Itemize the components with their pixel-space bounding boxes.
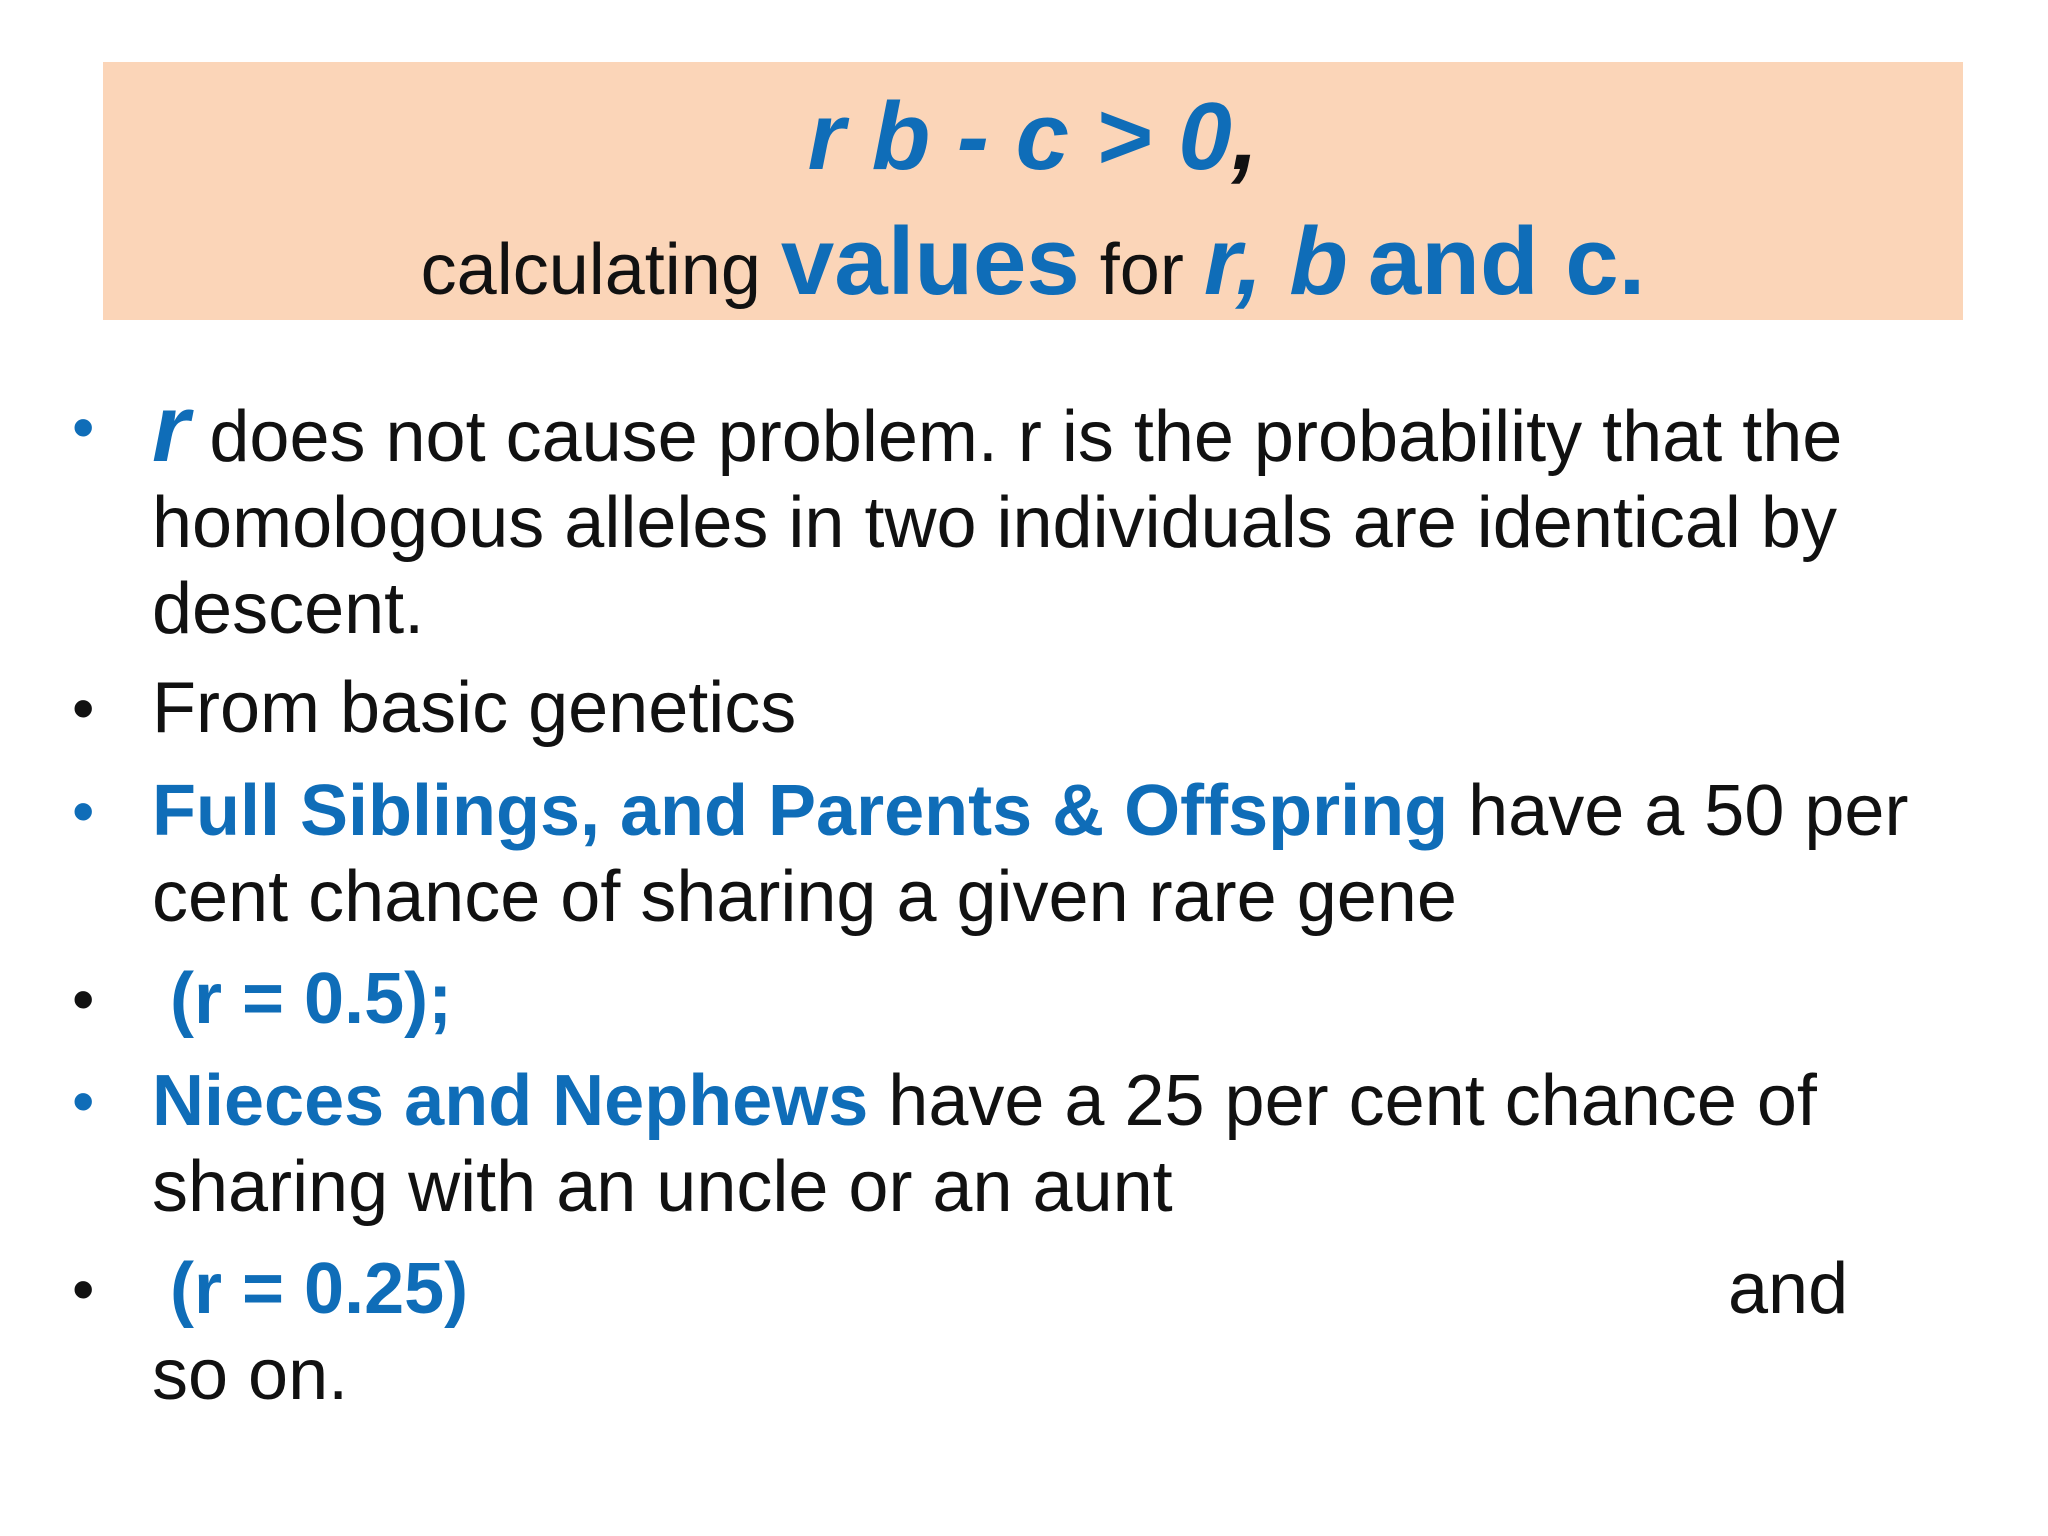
bullet-marker: •	[72, 775, 95, 847]
bullet-marker: •	[72, 391, 95, 463]
bullet-item-basic-genetics	[152, 665, 1932, 751]
bullet-text: does not cause problem. r is the probability that the homologous alleles in two individuals are identical by descent.	[152, 397, 1843, 649]
bullet-marker: •	[72, 963, 95, 1035]
bullet-item-r-quarter	[170, 1246, 1950, 1332]
subtitle-and-c: and c.	[1367, 208, 1646, 315]
subtitle-for: for	[1099, 230, 1184, 310]
bullet-tail-so-on	[152, 1332, 1932, 1418]
bullet-highlight: Nieces and Nephews	[152, 1061, 869, 1141]
bullet-text: From basic genetics	[152, 668, 797, 748]
bullet-highlight: Full Siblings, and Parents & Offspring	[152, 771, 1449, 851]
bullet-text: and	[1728, 1249, 1849, 1329]
equation-comma: ,	[1231, 83, 1259, 190]
subtitle-vars: r, b	[1203, 208, 1348, 315]
bullet-tail-and	[1728, 1246, 1948, 1332]
bullet-text: have a 50 per cent chance of sharing a given rare gene	[152, 771, 1909, 937]
subtitle-values: values	[780, 208, 1080, 315]
bullet-text: so on.	[152, 1335, 349, 1415]
bullet-item-r-definition	[152, 375, 1932, 652]
bullet-item-r-half	[170, 956, 1950, 1042]
bullet-marker: •	[72, 1065, 95, 1137]
bullet-marker: •	[72, 1253, 95, 1325]
equation-text: r b - c > 0	[807, 83, 1232, 190]
bullet-item-nieces	[152, 1058, 1932, 1230]
bullet-marker: •	[72, 672, 95, 744]
bullet-item-siblings	[152, 768, 1932, 940]
subtitle-prefix: calculating	[420, 230, 761, 310]
bullet-highlight: (r = 0.5);	[170, 959, 453, 1039]
bullet-lead-r: r	[152, 375, 190, 482]
bullet-highlight: (r = 0.25)	[170, 1249, 469, 1329]
bullet-text: have a 25 per cent chance of sharing with an uncle or an aunt	[152, 1061, 1817, 1227]
